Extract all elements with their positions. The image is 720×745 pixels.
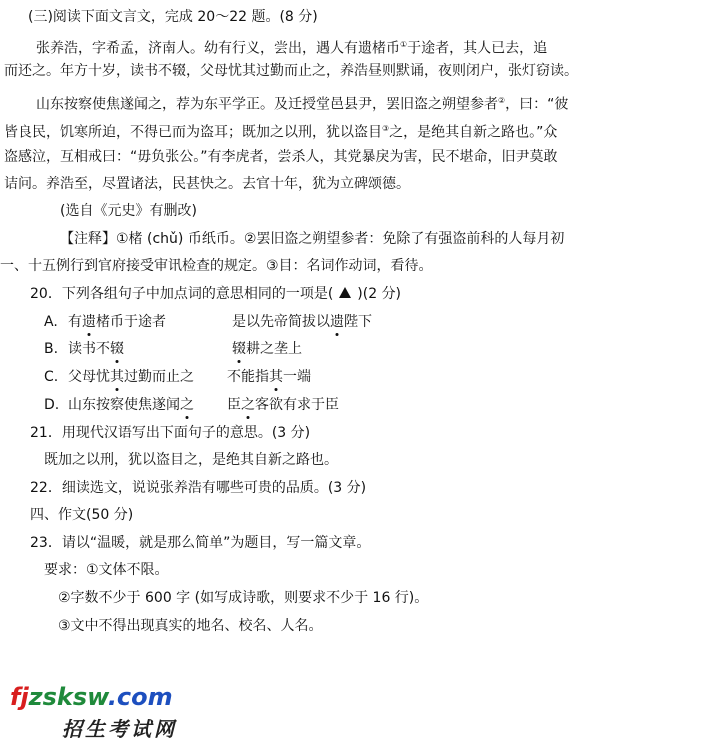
source-line: (选自《元史》有删改)	[60, 203, 197, 219]
passage-line: 诘问。养浩至，尽置诸法，民甚快之。去官十年，犹为立碑颂德。	[4, 176, 410, 192]
note-line: 【注释】①楮 (chǔ) 币纸币。②罢旧盗之朔望参者：免除了有强盗前科的人每月初	[60, 231, 565, 247]
passage-line: 皆良民，饥寒所迫，不得已而为盗耳；既加之以刑，犹以盗目③之，是绝其自新之路也。”众	[4, 124, 558, 141]
option-left-sentence: 有遗楮币于途者	[68, 314, 166, 330]
passage-line: 山东按察使焦遂闻之，荐为东平学正。及迁授堂邑县尹，罢旧盗之朔望参者②，曰：“彼	[36, 96, 569, 113]
option-label: D.	[44, 397, 60, 413]
dotted-character: 遗	[330, 314, 344, 330]
section-heading: 四、作文(50 分)	[30, 507, 134, 523]
site-logo	[10, 683, 180, 741]
passage-line: 盗感泣，互相戒曰：“毋负张公。”有李虎者，尝杀人，其党暴戾为害，民不堪命，旧尹莫敢	[4, 149, 558, 165]
question-21-sentence: 既加之以刑，犹以盗目之，是绝其自新之路也。	[44, 452, 338, 468]
triangle-icon	[339, 287, 351, 298]
option-right-sentence: 臣之客欲有求于臣	[227, 397, 339, 413]
logo-text: fjzsksw.com	[10, 683, 173, 711]
passage-line: 张养浩，字希孟，济南人。幼有行义，尝出，遇人有遗楮币①于途者，其人已去，追	[36, 40, 548, 57]
requirement-line: 要求：①文体不限。	[44, 562, 169, 578]
option-right-sentence: 不能指其一端	[227, 369, 311, 385]
dotted-character: 之	[241, 397, 255, 413]
question-21-stem: 21．用现代汉语写出下面句子的意思。(3 分)	[30, 425, 311, 441]
option-right-sentence: 辍耕之垄上	[232, 341, 302, 357]
requirement-line: ③文中不得出现真实的地名、校名、人名。	[58, 618, 323, 634]
option-row	[44, 368, 464, 386]
option-left-sentence: 读书不辍	[68, 341, 124, 357]
dotted-character: 其	[269, 369, 283, 385]
option-right-sentence: 是以先帝简拔以遗陛下	[232, 314, 372, 330]
requirement-line: ②字数不少于 600 字 (如写成诗歌，则要求不少于 16 行)。	[58, 590, 429, 606]
section-heading: (三)阅读下面文言文，完成 20～22 题。(8 分)	[28, 9, 318, 25]
dotted-character: 辍	[232, 341, 246, 357]
option-label: A.	[44, 314, 58, 330]
option-row	[44, 396, 464, 414]
question-22-stem: 22．细读选文，说说张养浩有哪些可贵的品质。(3 分)	[30, 480, 367, 496]
option-row	[44, 340, 464, 358]
option-label: B.	[44, 341, 59, 357]
logo-subtitle: 招生考试网	[62, 717, 177, 741]
question-23-stem: 23．请以“温暖，就是那么简单”为题目，写一篇文章。	[30, 535, 371, 551]
option-left-sentence: 父母忧其过勤而止之	[68, 369, 194, 385]
question-20-stem: 20．下列各组句子中加点词的意思相同的一项是( )(2 分)	[30, 286, 402, 302]
note-line: 一、十五例行到官府接受审讯检查的规定。③目：名词作动词，看待。	[0, 258, 433, 274]
dotted-character: 遗	[82, 314, 96, 330]
option-row	[44, 313, 464, 331]
passage-line: 而还之。年方十岁，读书不辍，父母忧其过勤而止之，养浩昼则默诵，夜则闭户，张灯窃读。	[4, 63, 578, 79]
option-left-sentence: 山东按察使焦遂闻之	[68, 397, 194, 413]
dotted-character: 辍	[110, 341, 124, 357]
dotted-character: 之	[180, 397, 194, 413]
option-label: C.	[44, 369, 59, 385]
dotted-character: 其	[110, 369, 124, 385]
